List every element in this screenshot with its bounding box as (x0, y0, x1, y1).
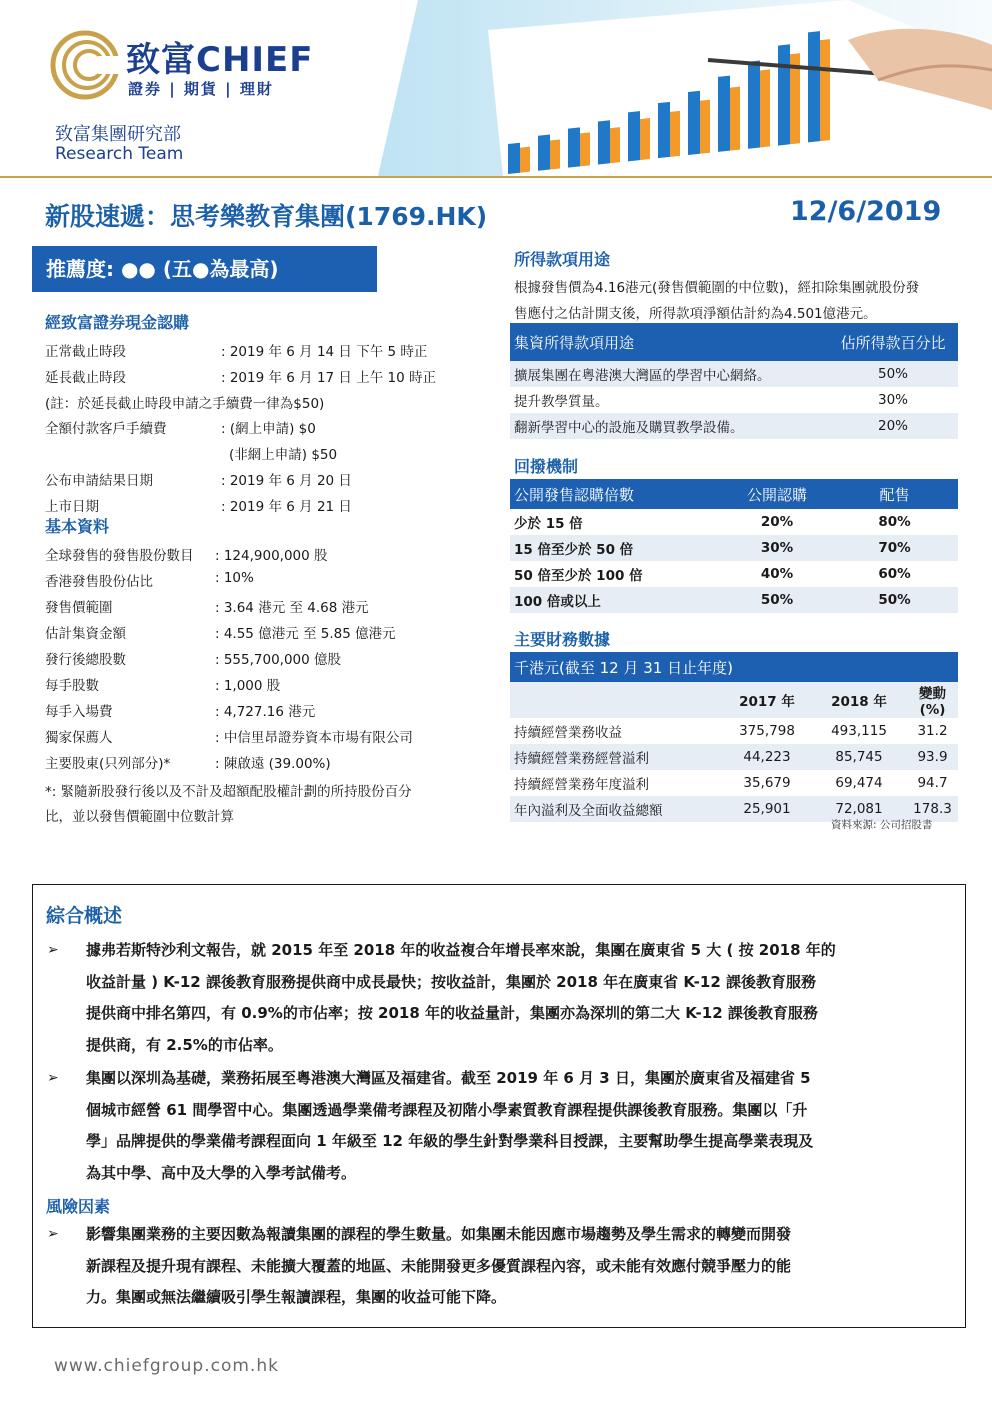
basic-label: 發行後總股數 (45, 652, 126, 668)
basic-row (45, 596, 485, 622)
financials-cell: 持續經營業務收益 (514, 725, 622, 741)
basic-value: : 10% (215, 570, 254, 586)
table-row (510, 744, 958, 770)
subscription-row (45, 417, 485, 443)
basic-value: : 124,900,000 股 (215, 548, 328, 564)
financials-col-header: 變動(%) (919, 686, 946, 718)
financials-col-header: 2018 年 (831, 694, 887, 710)
table-row (510, 682, 958, 718)
basic-row (45, 752, 485, 778)
basic-label: 每手入場費 (45, 704, 113, 720)
brand-name: 致富CHIEF (126, 40, 314, 80)
clawback-cell: 50% (878, 592, 911, 608)
subscription-title: 經致富證券現金認購 (45, 313, 190, 332)
financials-cell: 94.7 (917, 775, 948, 791)
clawback-header: 配售 (879, 485, 910, 504)
subscription-label: (註：於延長截止時段申請之手續費一律為$50) (45, 395, 325, 412)
clawback-cell: 100 倍或以上 (514, 594, 601, 610)
financials-cell: 持續經營業務年度溢利 (514, 777, 649, 793)
bullet-arrow-icon: ➢ (47, 1070, 59, 1086)
clawback-cell: 15 倍至少於 50 倍 (514, 542, 634, 558)
report-date: 12/6/2019 (790, 196, 942, 227)
basic-row (45, 570, 485, 596)
table-row (510, 718, 958, 744)
proceeds-title: 所得款項用途 (514, 250, 611, 269)
basic-footnote-2: 比，並以發售價範圍中位數計算 (45, 809, 234, 825)
clawback-cell: 70% (878, 540, 911, 556)
bullet-text-line: 提供商，有 2.5%的市佔率。 (86, 1035, 283, 1054)
header-chart-photo (378, 0, 992, 176)
financials-cell: 25,901 (743, 801, 791, 817)
basic-label: 估計集資金額 (45, 626, 126, 642)
basic-info-title: 基本資料 (45, 517, 110, 536)
proceeds-cell: 翻新學習中心的設施及購買教學設備。 (514, 420, 744, 436)
research-team-en: Research Team (55, 144, 184, 164)
summary-box (32, 884, 966, 1328)
clawback-table (510, 479, 958, 613)
financials-table (510, 652, 958, 822)
financials-cell: 93.9 (917, 749, 948, 765)
clawback-header: 公開發售認購倍數 (514, 485, 635, 504)
rating-bar: 推薦度: ●● (五●為最高) (32, 246, 377, 292)
table-row (510, 509, 958, 535)
financials-cell: 375,798 (739, 723, 795, 739)
basic-value: : 1,000 股 (215, 678, 281, 694)
clawback-cell: 20% (760, 514, 794, 530)
bullet-text-line: 據弗若斯特沙利文報告，就 2015 年至 2018 年的收益複合年增長率來說，集團在廣東省 5 大 ( 按 2018 年的 (86, 941, 836, 959)
bullet-arrow-icon: ➢ (47, 942, 59, 958)
data-source: 資料來源: 公司招股書 (831, 819, 933, 831)
subscription-row (45, 495, 485, 521)
proceeds-cell: 20% (877, 418, 908, 434)
bullet-text-line: 集團以深圳為基礎，業務拓展至粵港澳大灣區及福建省。截至 2019 年 6 月 3 日，集團於廣東省及福建省 5 (86, 1069, 811, 1087)
proceeds-cell: 30% (877, 392, 908, 408)
basic-value: : 中信里昂證券資本市場有限公司 (215, 730, 413, 746)
clawback-cell: 少於 15 倍 (514, 516, 583, 532)
bullet-text-line: 個城市經營 61 間學習中心。集團透過學業備考課程及初階小學素質教育課程提供課後教育服務。集團以「升 (86, 1100, 808, 1119)
subscription-row (45, 392, 485, 418)
basic-row (45, 674, 485, 700)
table-row (510, 587, 958, 613)
bullet-arrow-icon: ➢ (47, 1226, 59, 1242)
bullet-text-line: 力。集團或無法繼續吸引學生報讀課程，集團的收益可能下降。 (86, 1288, 507, 1306)
basic-row (45, 726, 485, 752)
chief-logo-icon (50, 30, 120, 100)
financials-cell: 年內溢利及全面收益總額 (514, 803, 663, 819)
clawback-cell: 60% (878, 566, 911, 582)
basic-value: : 陳啟遠 (39.00%) (215, 756, 331, 772)
subscription-row (45, 340, 485, 366)
clawback-title: 回撥機制 (514, 457, 579, 476)
header-divider (0, 176, 992, 178)
financials-cell: 31.2 (917, 723, 948, 739)
research-team-cn: 致富集團研究部 (55, 124, 181, 145)
subscription-row (45, 443, 485, 469)
financials-cell: 持續經營業務經營溢利 (514, 751, 649, 767)
subscription-label: 全額付款客戶手續費 (45, 421, 167, 438)
page-header (0, 0, 992, 178)
report-title: 新股速遞：思考樂教育集團(1769.HK) (45, 202, 488, 231)
basic-row (45, 622, 485, 648)
bullet-text-line: 新課程及提升現有課程、未能擴大覆蓋的地區、未能開發更多優質課程內容，或未能有效應付競爭壓力的能 (86, 1256, 792, 1275)
bullet-text-line: 收益計量 ) K-12 課後教育服務提供商中成長最快；按收益計，集團於 2018 年在廣東省 K-12 課後教育服務 (86, 972, 817, 991)
financials-cell: 178.3 (913, 801, 952, 817)
basic-value: : 555,700,000 億股 (215, 652, 342, 668)
basic-value: : 4.55 億港元 至 5.85 億港元 (215, 626, 396, 642)
clawback-cell: 50% (760, 592, 794, 608)
basic-label: 主要股東(只列部分)* (45, 756, 171, 772)
proceeds-text-1: 根據發售價為4.16港元(發售價範圍的中位數)，經扣除集團就股份發 (514, 280, 920, 296)
financials-cell: 85,745 (835, 749, 883, 765)
basic-value: : 3.64 港元 至 4.68 港元 (215, 600, 369, 616)
proceeds-cell: 提升教學質量。 (514, 394, 609, 410)
summary-title: 綜合概述 (46, 905, 123, 927)
brand-tagline: 證券 | 期貨 | 理財 (128, 80, 274, 98)
subscription-value: : 2019 年 6 月 20 日 (221, 473, 352, 489)
footer-website: www.chiefgroup.com.hk (54, 1356, 279, 1376)
basic-label: 全球發售的發售股份數目 (45, 548, 194, 564)
subscription-label: 延長截止時段 (45, 369, 126, 386)
proceeds-cell: 50% (877, 366, 908, 382)
proceeds-header-use: 集資所得款項用途 (514, 333, 635, 352)
clawback-cell: 50 倍至少於 100 倍 (514, 568, 643, 584)
subscription-label: 上市日期 (45, 498, 99, 515)
subscription-label: 正常截止時段 (45, 344, 126, 360)
subscription-value: : 2019 年 6 月 21 日 (221, 498, 352, 515)
table-row (510, 561, 958, 587)
basic-label: 每手股數 (45, 678, 99, 694)
basic-label: 發售價範圍 (45, 600, 113, 616)
financials-cell: 72,081 (835, 801, 883, 817)
proceeds-cell: 擴展集團在粵港澳大灣區的學習中心網絡。 (514, 368, 771, 384)
financials-unit: 千港元(截至 12 月 31 日止年度) (514, 658, 733, 677)
basic-label: 香港發售股份佔比 (45, 574, 153, 590)
table-row (510, 387, 958, 413)
bullet-text-line: 為其中學、高中及大學的入學考試備考。 (86, 1163, 357, 1182)
basic-row (45, 700, 485, 726)
financials-cell: 69,474 (835, 775, 883, 791)
basic-row (45, 648, 485, 674)
risk-title: 風險因素 (46, 1197, 111, 1216)
bullet-text-line: 提供商中排名第四，有 0.9%的市佔率；按 2018 年的收益量計，集團亦為深圳的第二大 K-12 課後教育服務 (86, 1004, 818, 1022)
proceeds-table (510, 323, 958, 439)
subscription-row (45, 366, 485, 392)
clawback-header: 公開認購 (746, 485, 807, 504)
subscription-label: 公布申請結果日期 (45, 473, 153, 489)
financials-cell: 493,115 (831, 723, 887, 739)
financials-cell: 44,223 (743, 749, 791, 765)
subscription-value: : 2019 年 6 月 17 日 上午 10 時正 (221, 369, 436, 386)
table-row (510, 770, 958, 796)
financials-col-header: 2017 年 (739, 694, 795, 710)
basic-label: 獨家保薦人 (45, 730, 113, 746)
subscription-value: (非網上申請) $50 (229, 447, 338, 464)
subscription-value: : 2019 年 6 月 14 日 下午 5 時正 (221, 344, 428, 360)
subscription-value: : (網上申請) $0 (221, 421, 316, 438)
basic-value: : 4,727.16 港元 (215, 704, 316, 720)
table-row (510, 535, 958, 561)
table-row (510, 361, 958, 387)
clawback-cell: 40% (760, 566, 794, 582)
basic-footnote-1: *: 緊隨新股發行後以及不計及超額配股權計劃的所持股份百分 (45, 784, 412, 800)
table-row (510, 413, 958, 439)
clawback-cell: 80% (878, 514, 911, 530)
basic-row (45, 544, 485, 570)
bullet-text-line: 影響集團業務的主要因數為報讀集團的課程的學生數量。如集團未能因應市場趨勢及學生需求的轉變而開發 (86, 1225, 792, 1243)
financials-title: 主要財務數據 (514, 630, 611, 649)
clawback-cell: 30% (760, 540, 794, 556)
proceeds-text-2: 售應付之估計開支後，所得款項淨額估計約為4.501億港元。 (514, 306, 877, 322)
bullet-text-line: 學」品牌提供的學業備考課程面向 1 年級至 12 年級的學生針對學業科目授課，主要幫助學生提高學業表現及 (86, 1132, 814, 1150)
financials-cell: 35,679 (743, 775, 791, 791)
subscription-row (45, 469, 485, 495)
proceeds-header-pct: 佔所得款百分比 (840, 333, 946, 352)
